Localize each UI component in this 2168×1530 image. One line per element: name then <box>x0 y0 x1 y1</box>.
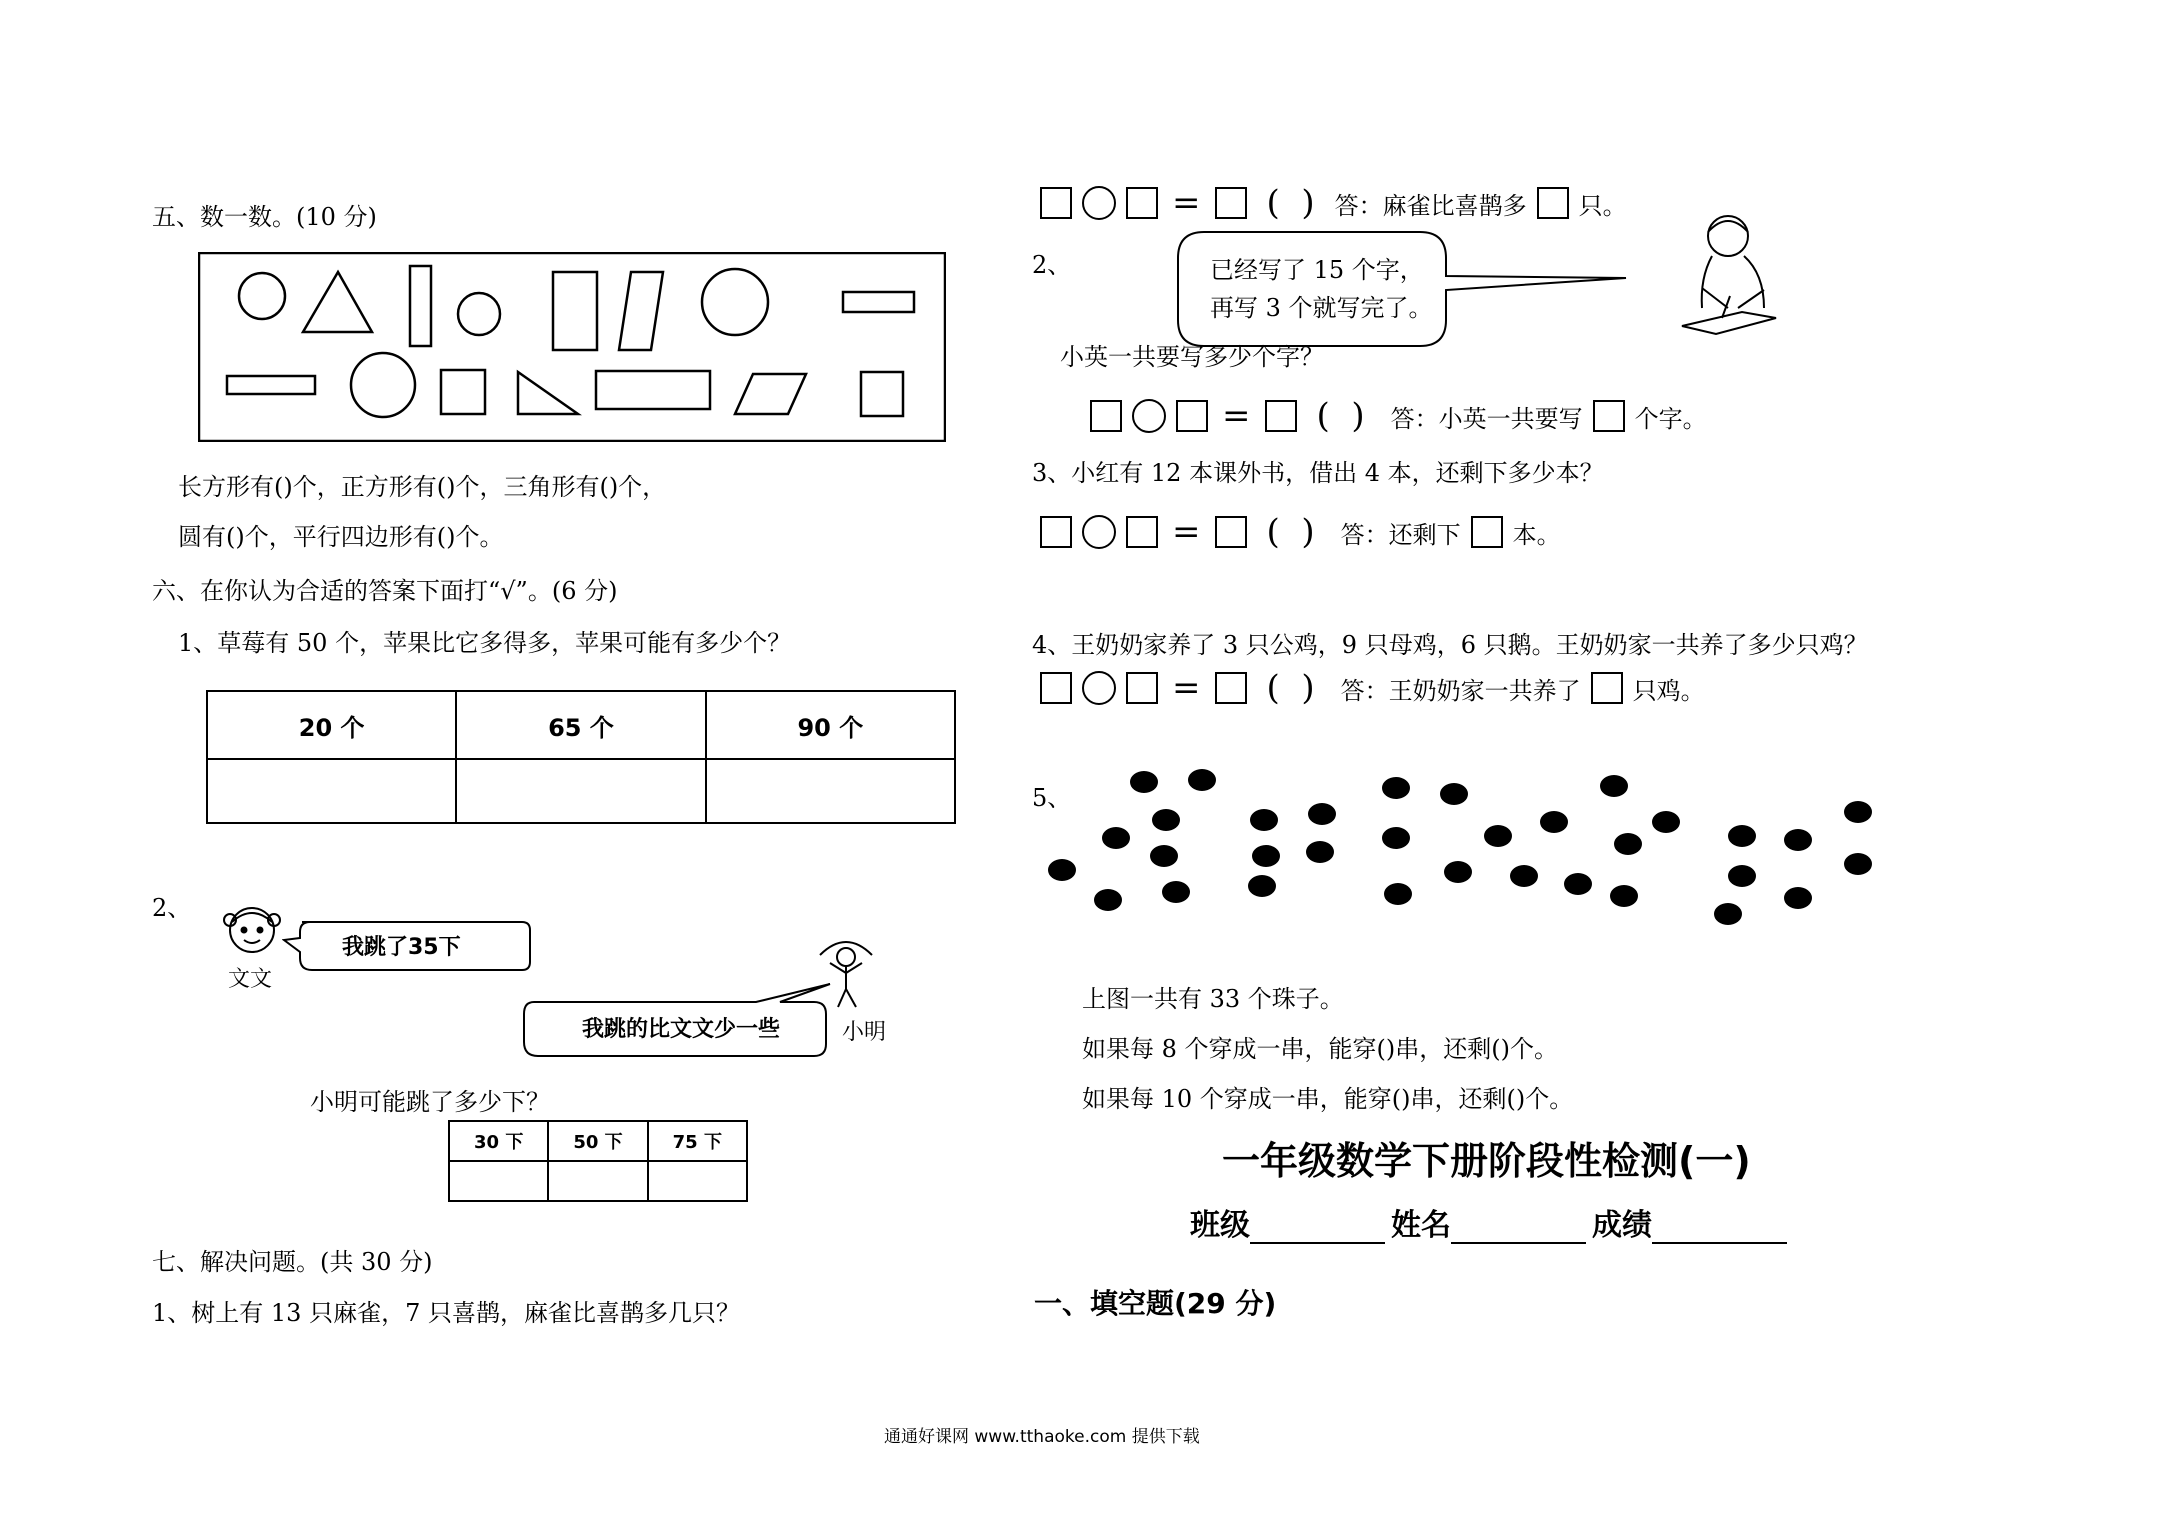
equals-sign: = <box>1172 512 1201 552</box>
blank-box[interactable] <box>1215 187 1247 219</box>
xiaoming-speech-text: 我跳的比文文少一些 <box>582 1017 781 1042</box>
answer-suffix: 本。 <box>1512 520 1561 549</box>
student-info-line <box>1190 1200 1793 1244</box>
equation-row-1 <box>1040 183 1627 223</box>
bead <box>1444 861 1472 883</box>
operator-circle[interactable] <box>1082 186 1116 220</box>
girl-writing-icon <box>1672 208 1782 336</box>
bead <box>1564 873 1592 895</box>
score-label: 成绩 <box>1592 1208 1652 1243</box>
xiaoming-name: 小明 <box>842 1020 887 1045</box>
section6-question2-text: 小明可能跳了多少下？ <box>310 1088 550 1116</box>
operator-circle[interactable] <box>1132 399 1166 433</box>
bead <box>1308 803 1336 825</box>
bead <box>1484 825 1512 847</box>
unit-parentheses[interactable]: ( ) <box>1316 396 1365 436</box>
bead <box>1600 775 1628 797</box>
option-cell: 30 下 <box>449 1121 548 1161</box>
shape-circle <box>351 353 415 417</box>
option-cell: 65 个 <box>456 691 705 759</box>
bead <box>1844 801 1872 823</box>
bead <box>1382 827 1410 849</box>
part1-title: 一、填空题(29 分) <box>1034 1287 1277 1320</box>
bead <box>1440 783 1468 805</box>
blank-box[interactable] <box>1215 672 1247 704</box>
shape-rectangle <box>843 292 914 312</box>
boy-xiaoming-jumping-rope-icon <box>810 935 882 1015</box>
section7-title: 七、解决问题。(共 30 分) <box>152 1248 433 1276</box>
bead <box>1540 811 1568 833</box>
exam-title: 一年级数学下册阶段性检测(一) <box>1222 1139 1751 1183</box>
answer-prefix: 答：小英一共要写 <box>1390 404 1583 433</box>
girl-wenwen-icon <box>222 900 286 962</box>
bead <box>1382 777 1410 799</box>
operator-circle[interactable] <box>1082 515 1116 549</box>
bead <box>1784 887 1812 909</box>
bead <box>1728 865 1756 887</box>
class-label: 班级 <box>1190 1208 1250 1243</box>
shape-triangle <box>518 372 578 414</box>
bead <box>1614 833 1642 855</box>
option-cell: 20 个 <box>207 691 456 759</box>
bead <box>1384 883 1412 905</box>
bead <box>1188 769 1216 791</box>
section6-question1: 1、草莓有 50 个，苹果比它多得多，苹果可能有多少个？ <box>178 629 792 657</box>
shape-circle <box>239 273 285 319</box>
name-field[interactable] <box>1451 1212 1586 1244</box>
bead <box>1306 841 1334 863</box>
bead <box>1784 829 1812 851</box>
option-cell: 50 下 <box>548 1121 647 1161</box>
blank-box[interactable] <box>1126 516 1158 548</box>
bead <box>1844 853 1872 875</box>
bead <box>1652 811 1680 833</box>
answer-suffix: 只鸡。 <box>1632 676 1705 705</box>
blank-box[interactable] <box>1126 672 1158 704</box>
answer-prefix: 答：王奶奶家一共养了 <box>1340 676 1581 705</box>
answer-box[interactable] <box>1593 400 1625 432</box>
section5-line1: 长方形有()个，正方形有()个，三角形有()个， <box>178 473 667 501</box>
score-field[interactable] <box>1652 1212 1787 1244</box>
bead <box>1162 881 1190 903</box>
blank-box[interactable] <box>1090 400 1122 432</box>
class-field[interactable] <box>1250 1212 1385 1244</box>
bead <box>1714 903 1742 925</box>
shape-rectangle <box>227 376 315 394</box>
unit-parentheses[interactable]: ( ) <box>1266 512 1315 552</box>
question2-text: 小英一共要写多少个字？ <box>1060 343 1324 371</box>
blank-box[interactable] <box>1126 187 1158 219</box>
unit-parentheses[interactable]: ( ) <box>1266 183 1315 223</box>
question5-number: 5、 <box>1032 784 1072 812</box>
answer-box[interactable] <box>1537 187 1569 219</box>
answer-prefix: 答：麻雀比喜鹊多 <box>1334 191 1527 220</box>
question3-text: 3、小红有 12 本课外书，借出 4 本，还剩下多少本？ <box>1032 459 1604 487</box>
shape-parallelogram <box>619 272 663 350</box>
question4-text: 4、王奶奶家养了 3 只公鸡，9 只母鸡，6 只鹅。王奶奶家一共养了多少只鸡？ <box>1032 631 1868 659</box>
equals-sign: = <box>1172 183 1201 223</box>
answer-cell[interactable] <box>449 1161 548 1201</box>
option-cell: 90 个 <box>706 691 955 759</box>
answer-cell[interactable] <box>706 759 955 823</box>
answer-cell[interactable] <box>548 1161 647 1201</box>
shape-square <box>441 370 485 414</box>
equation-row-3 <box>1040 512 1561 552</box>
unit-parentheses[interactable]: ( ) <box>1266 668 1315 708</box>
beads-figure <box>1040 760 1890 930</box>
bead <box>1150 845 1178 867</box>
shape-rectangle <box>596 371 710 409</box>
blank-box[interactable] <box>1265 400 1297 432</box>
bead <box>1094 889 1122 911</box>
answer-cell[interactable] <box>648 1161 747 1201</box>
bead <box>1048 859 1076 881</box>
bead <box>1728 825 1756 847</box>
bead <box>1248 875 1276 897</box>
equation-row-2 <box>1090 396 1707 436</box>
answer-suffix: 个字。 <box>1634 404 1707 433</box>
shape-circle <box>458 293 500 335</box>
name-label: 姓名 <box>1391 1208 1451 1243</box>
blank-box[interactable] <box>1040 672 1072 704</box>
blank-box[interactable] <box>1040 187 1072 219</box>
bead <box>1510 865 1538 887</box>
bubble-line1: 已经写了 15 个字， <box>1210 256 1424 284</box>
bead <box>1152 809 1180 831</box>
equation-row-4 <box>1040 668 1705 708</box>
shape-triangle <box>303 272 372 332</box>
option-cell: 75 下 <box>648 1121 747 1161</box>
section5-line2: 圆有()个，平行四边形有()个。 <box>178 523 504 551</box>
blank-box[interactable] <box>1176 400 1208 432</box>
shape-circle <box>702 269 768 335</box>
question5-line1: 上图一共有 33 个珠子。 <box>1082 985 1344 1013</box>
section6-question2-number: 2、 <box>152 894 192 922</box>
shape-parallelogram <box>735 374 806 414</box>
footer-source: 通通好课网 www.tthaoke.com 提供下载 <box>884 1427 1200 1447</box>
bead <box>1252 845 1280 867</box>
answer-prefix: 答：还剩下 <box>1340 520 1461 549</box>
section6-title: 六、在你认为合适的答案下面打“√”。(6 分) <box>152 577 618 605</box>
shape-rectangle <box>410 266 431 346</box>
question2-options-table <box>448 1120 748 1202</box>
section5-title: 五、数一数。(10 分) <box>152 203 377 231</box>
question5-line2: 如果每 8 个穿成一串，能穿()串，还剩()个。 <box>1082 1035 1558 1063</box>
question5-line3: 如果每 10 个穿成一串，能穿()串，还剩()个。 <box>1082 1085 1574 1113</box>
answer-suffix: 只。 <box>1578 191 1627 220</box>
question1-options-table <box>206 690 956 824</box>
operator-circle[interactable] <box>1082 671 1116 705</box>
answer-box[interactable] <box>1591 672 1623 704</box>
blank-box[interactable] <box>1215 516 1247 548</box>
equals-sign: = <box>1222 396 1251 436</box>
xiaoying-speech-bubble <box>1174 228 1634 352</box>
bead <box>1610 885 1638 907</box>
answer-cell[interactable] <box>207 759 456 823</box>
section7-question1: 1、树上有 13 只麻雀，7 只喜鹊，麻雀比喜鹊多几只？ <box>152 1299 740 1327</box>
shape-rectangle <box>553 272 597 350</box>
answer-box[interactable] <box>1471 516 1503 548</box>
bead <box>1102 827 1130 849</box>
bubble-line2: 再写 3 个就写完了。 <box>1210 294 1433 322</box>
answer-cell[interactable] <box>456 759 705 823</box>
bead <box>1130 771 1158 793</box>
wenwen-speech-text: 我跳了35下 <box>342 935 461 960</box>
question2-number: 2、 <box>1032 251 1072 279</box>
shape-square <box>861 372 903 416</box>
equals-sign: = <box>1172 668 1201 708</box>
blank-box[interactable] <box>1040 516 1072 548</box>
bead <box>1250 809 1278 831</box>
wenwen-name: 文文 <box>228 967 273 992</box>
shapes-figure <box>198 252 946 442</box>
